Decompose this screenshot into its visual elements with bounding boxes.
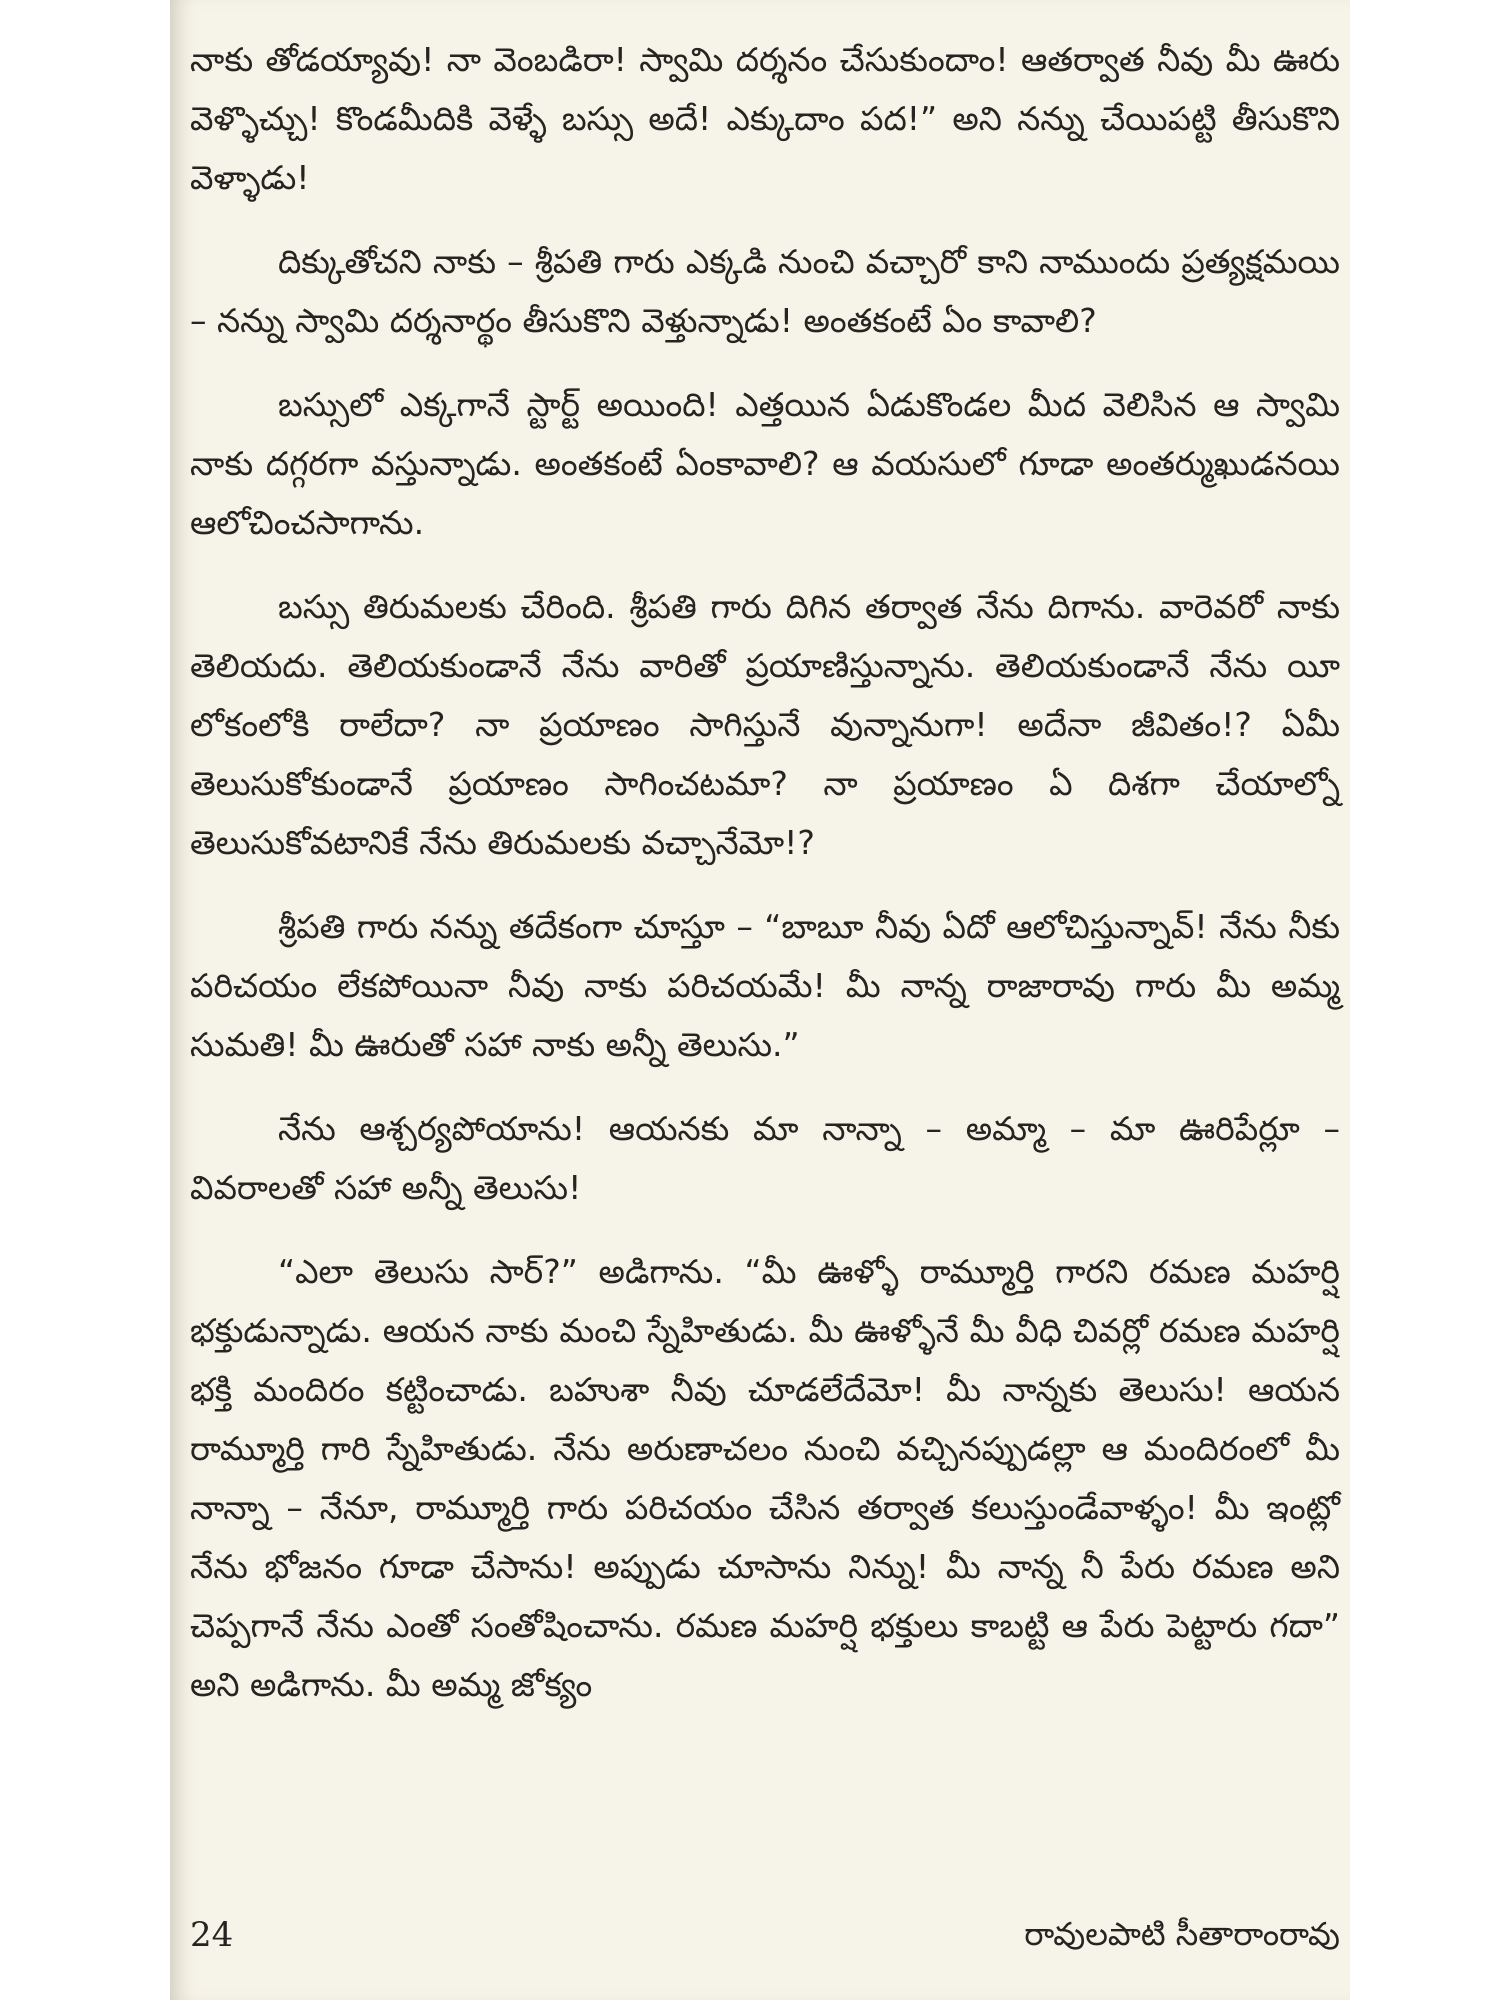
paragraph-2: దిక్కుతోచని నాకు – శ్రీపతి గారు ఎక్కడి నుంచి వచ్చారో కాని నాముందు ప్రత్యక్షమయి – నన్ను స్వామి దర్శనార్థం తీసుకొని వెళ్తున్నాడు! అంతకంటే ఏం కావాలి? — [190, 242, 1340, 340]
paragraph-5: శ్రీపతి గారు నన్ను తదేకంగా చూస్తూ – “బాబూ నీవు ఏదో ఆలోచిస్తున్నావ్! నేను నీకు పరిచయం లేకపోయినా నీవు నాకు పరిచయమే! మీ నాన్న రాజారావు గారు మీ అమ్మ సుమతి! మీ ఊరుతో సహా నాకు అన్నీ తెలుసు.” — [190, 907, 1340, 1064]
page-body-text — [190, 30, 1340, 1739]
page-number: 24 — [190, 1915, 234, 1955]
author-name: రావులపాటి సీతారాంరావు — [1024, 1915, 1340, 1953]
paragraph-1: నాకు తోడయ్యావు! నా వెంబడిరా! స్వామి దర్శనం చేసుకుందాం! ఆతర్వాత నీవు మీ ఊరు వెళ్ళొచ్చు! కొండమీదికి వెళ్ళే బస్సు అదే! ఎక్కుదాం పద!” అని నన్ను చేయిపట్టి తీసుకొని వెళ్ళాడు! — [190, 40, 1340, 197]
page-footer — [190, 1915, 1340, 1965]
paragraph-6: నేను ఆశ్చర్యపోయాను! ఆయనకు మా నాన్నా – అమ్మా – మా ఊరిపేర్లూ – వివరాలతో సహా అన్నీ తెలుసు! — [190, 1109, 1340, 1207]
paragraph-3: బస్సులో ఎక్కగానే స్టార్ట్ అయింది! ఎత్తయిన ఏడుకొండల మీద వెలిసిన ఆ స్వామి నాకు దగ్గరగా వస్తున్నాడు. అంతకంటే ఏంకావాలి? ఆ వయసులో గూడా అంతర్ముఖుడనయి ఆలోచించసాగాను. — [190, 385, 1340, 542]
paragraph-7: “ఎలా తెలుసు సార్?” అడిగాను. “మీ ఊళ్ళో రామ్మూర్తి గారని రమణ మహర్షి భక్తుడున్నాడు. ఆయన నాకు మంచి స్నేహితుడు. మీ ఊళ్ళోనే మీ వీధి చివర్లో రమణ మహర్షి భక్తి మందిరం కట్టించాడు. బహుశా నీవు చూడలేదేమో! మీ నాన్నకు తెలుసు! ఆయన రామ్మూర్తి గారి స్నేహితుడు. నేను అరుణాచలం నుంచి వచ్చినప్పుడల్లా ఆ మందిరంలో మీ నాన్నా – నేనూ, రామ్మూర్తి గారు పరిచయం చేసిన తర్వాత కలుస్తుండేవాళ్ళం! మీ ఇంట్లో నేను భోజనం గూడా చేసాను! అప్పుడు చూసాను నిన్ను! మీ నాన్న నీ పేరు రమణ అని చెప్పగానే నేను ఎంతో సంతోషించాను. రమణ మహర్షి భక్తులు కాబట్టి ఆ పేరు పెట్టారు గదా” అని అడిగాను. మీ అమ్మ జోక్యం — [190, 1252, 1340, 1704]
paragraph-4: బస్సు తిరుమలకు చేరింది. శ్రీపతి గారు దిగిన తర్వాత నేను దిగాను. వారెవరో నాకు తెలియదు. తెలియకుండానే నేను వారితో ప్రయాణిస్తున్నాను. తెలియకుండానే నేను యీ లోకంలోకి రాలేదా? నా ప్రయాణం సాగిస్తునే వున్నానుగా! అదేనా జీవితం!? ఏమీ తెలుసుకోకుండానే ప్రయాణం సాగించటమా? నా ప్రయాణం ఏ దిశగా చేయాల్నో తెలుసుకోవటానికే నేను తిరుమలకు వచ్చానేమో!? — [190, 587, 1340, 862]
